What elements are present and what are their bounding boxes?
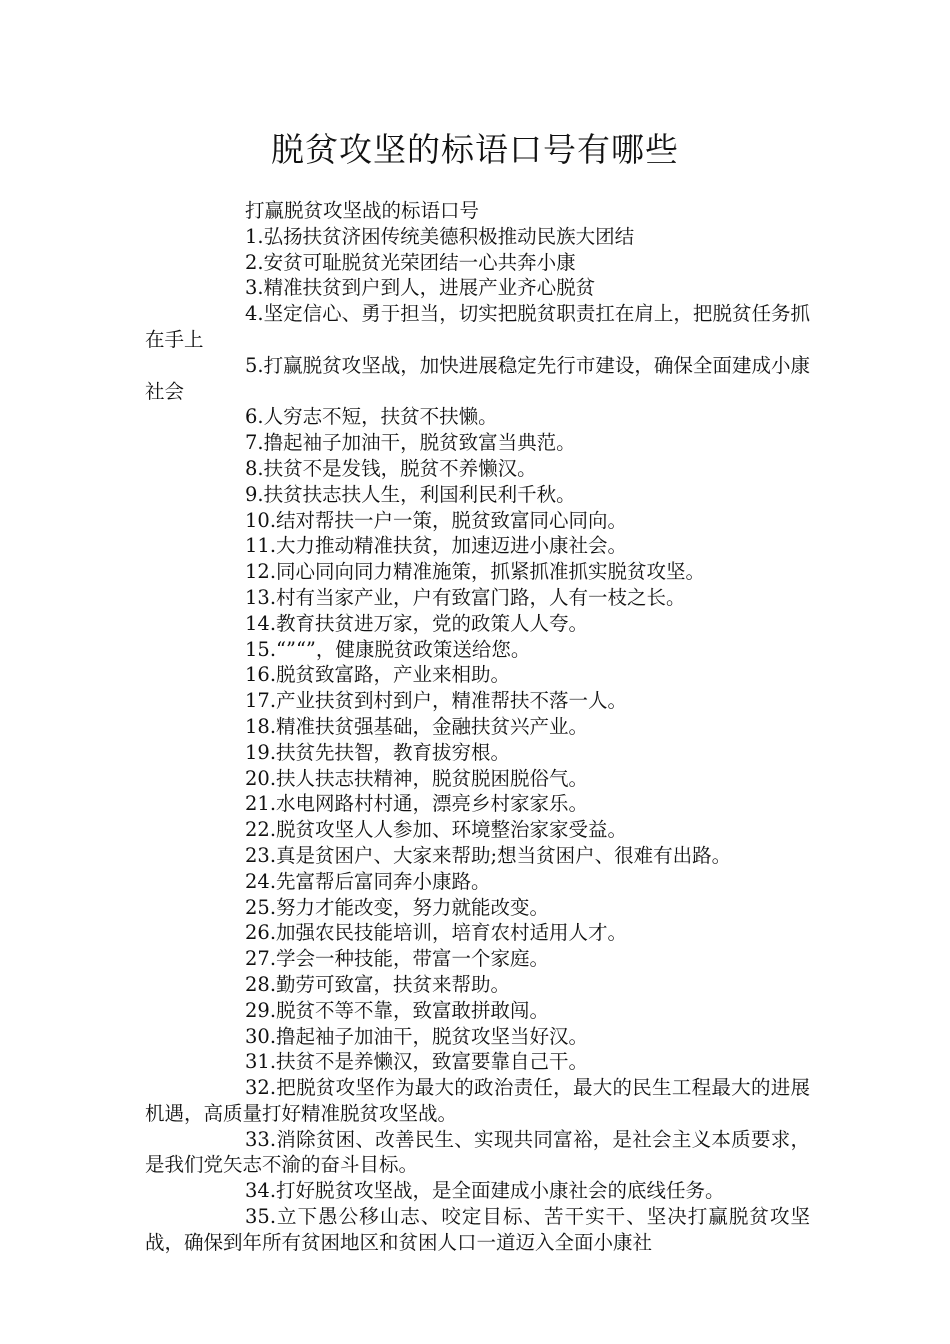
slogan-item: 9.扶贫扶志扶人生，利国利民利千秋。 (245, 482, 576, 506)
slogan-item: 20.扶人扶志扶精神，脱贫脱困脱俗气。 (245, 766, 589, 790)
slogan-item: 35.立下愚公移山志、咬定目标、苦干实干、坚决打赢脱贫攻坚战，确保到年所有贫困地区和贫困人口一道迈入全面小康社 (145, 1205, 810, 1254)
slogan-item: 28.勤劳可致富，扶贫来帮助。 (245, 972, 511, 996)
slogan-item: 24.先富帮后富同奔小康路。 (245, 869, 491, 893)
slogan-item: 23.真是贫困户、大家来帮助;想当贫困户、很难有出路。 (245, 843, 732, 867)
slogan-item: 32.把脱贫攻坚作为最大的政治责任，最大的民生工程最大的进展机遇，高质量打好精准脱贫攻坚战。 (145, 1076, 810, 1125)
slogan-item: 3.精准扶贫到户到人，进展产业齐心脱贫 (245, 276, 596, 300)
slogan-item: 11.大力推动精准扶贫，加速迈进小康社会。 (245, 534, 628, 558)
slogan-item: 12.同心同向同力精准施策，抓紧抓准抓实脱贫攻坚。 (245, 560, 706, 584)
slogan-item: 34.打好脱贫攻坚战，是全面建成小康社会的底线任务。 (245, 1179, 725, 1203)
slogan-item: 4.坚定信心、勇于担当，切实把脱贫职责扛在肩上，把脱贫任务抓在手上 (145, 302, 810, 351)
slogan-item: 13.村有当家产业，户有致富门路，人有一枝之长。 (245, 585, 686, 609)
slogan-item: 14.教育扶贫进万家，党的政策人人夸。 (245, 611, 589, 635)
slogan-item: 7.撸起袖子加油干，脱贫致富当典范。 (245, 431, 576, 455)
slogan-item: 2.安贫可耻脱贫光荣团结一心共奔小康 (245, 250, 576, 274)
slogan-item: 8.扶贫不是发钱，脱贫不养懒汉。 (245, 456, 537, 480)
slogan-item: 29.脱贫不等不靠，致富敢拼敢闯。 (245, 998, 550, 1022)
slogan-item: 15.“”“”，健康脱贫政策送给您。 (245, 637, 531, 661)
slogan-item: 18.精准扶贫强基础，金融扶贫兴产业。 (245, 714, 589, 738)
slogan-item: 27.学会一种技能，带富一个家庭。 (245, 947, 550, 971)
section-heading: 打赢脱贫攻坚战的标语口号 (245, 199, 480, 222)
slogan-item: 10.结对帮扶一户一策，脱贫致富同心同向。 (245, 508, 628, 532)
slogan-item: 21.水电网路村村通，漂亮乡村家家乐。 (245, 792, 589, 816)
document-body (145, 198, 810, 1256)
slogan-item: 17.产业扶贫到村到户，精准帮扶不落一人。 (245, 689, 628, 713)
slogan-item: 22.脱贫攻坚人人参加、环境整治家家受益。 (245, 818, 628, 842)
slogan-item: 19.扶贫先扶智，教育拔穷根。 (245, 740, 511, 764)
slogan-item: 30.撸起袖子加油干，脱贫攻坚当好汉。 (245, 1024, 589, 1048)
slogan-item: 1.弘扬扶贫济困传统美德积极推动民族大团结 (245, 224, 635, 248)
document-title: 脱贫攻坚的标语口号有哪些 (271, 130, 679, 169)
slogan-item: 26.加强农民技能培训，培育农村适用人才。 (245, 921, 628, 945)
slogan-item: 25.努力才能改变，努力就能改变。 (245, 895, 550, 919)
slogan-item: 33.消除贫困、改善民生、实现共同富裕，是社会主义本质要求，是我们党矢志不渝的奋斗目标。 (145, 1127, 810, 1177)
slogan-item: 31.扶贫不是养懒汉，致富要靠自己干。 (245, 1050, 589, 1074)
slogan-item: 5.打赢脱贫攻坚战，加快进展稳定先行市建设，确保全面建成小康社会 (145, 353, 810, 403)
slogan-item: 6.人穷志不短，扶贫不扶懒。 (245, 405, 498, 429)
slogan-item: 16.脱贫致富路，产业来相助。 (245, 663, 511, 687)
